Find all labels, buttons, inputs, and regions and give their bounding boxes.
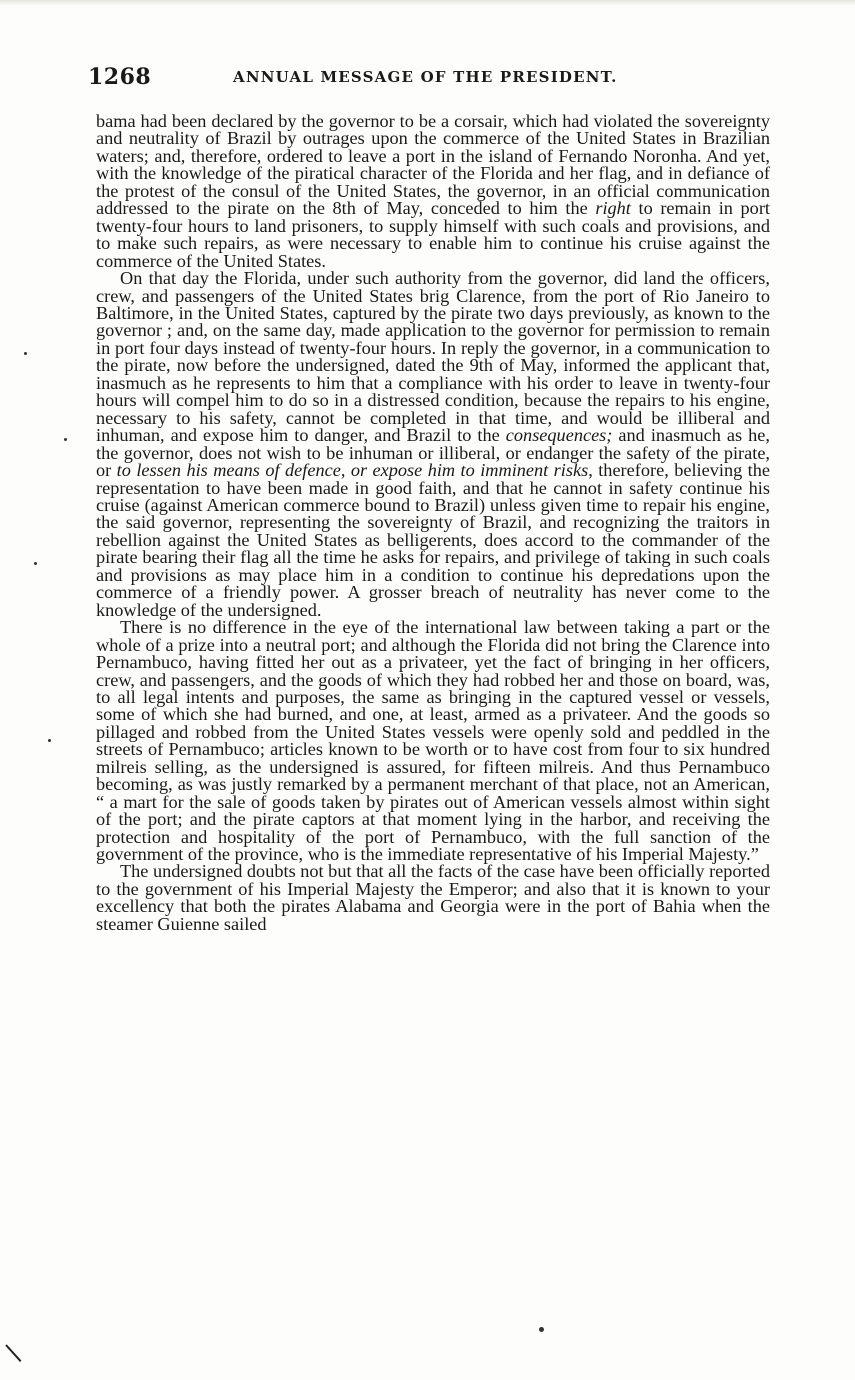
scan-speck: [64, 438, 67, 441]
scan-speck: [48, 739, 51, 742]
page-number: 1268: [88, 64, 152, 90]
scan-speck: [34, 562, 37, 565]
text-segment: The undersigned doubts not but that all the facts of the case have been officially reported to the government of his Imperial Majesty the Emperor; and also that it is known to your excellency that both the pirates Alabama and Georgia were in the port of Bahia when the steamer Guienne sailed: [96, 861, 770, 934]
running-head: ANNUAL MESSAGE OF THE PRESIDENT.: [233, 68, 618, 86]
paragraph: [96, 113, 770, 270]
italic-segment: to lessen his means of defence, or expose him to imminent risks: [116, 460, 589, 481]
paragraph: [96, 619, 770, 863]
scan-mark: [5, 1344, 21, 1362]
text-segment: and inasmuch as he, the governor, does not wish to be inhuman or illiberal, or endanger the safety of the pirate, or: [96, 425, 770, 481]
text-segment: , therefore, believing the representation to have been made in good faith, and that he cannot in safety continue his cruise (against American commerce bound to Brazil) unless given time to repair his engine, the said governor, representing the sovereignty of Brazil, and recognizing the traitors in rebellion against the United States as belligerents, does accord to the commander of the pirate bearing their flag all the time he asks for repairs, and privilege of taking in such coals and provisions as may place him in a condition to continue his depredations upon the commerce of a friendly power. A grosser breach of neutrality has never come to the knowledge of the undersigned.: [96, 460, 770, 620]
page-header: [88, 64, 768, 92]
paragraph: [96, 863, 770, 933]
text-segment: to remain in port twenty-four hours to land prisoners, to supply himself with such coals and provisions, and to make such repairs, as were necessary to enable him to continue his cruise against the commerce of the United States.: [96, 198, 770, 271]
body-text: [96, 113, 770, 933]
text-segment: On that day the Florida, under such authority from the governor, did land the officers, crew, and passengers of the United States brig Clarence, from the port of Rio Janeiro to Baltimore, in the United States, captured by the pirate two days previously, as known to the governor ; and, on the same day, made application to the governor for permission to remain in port four days instead of twenty-four hours. In reply the governor, in a communication to the pirate, now before the undersigned, dated the 9th of May, informed the applicant that, inasmuch as he represents to him that a compliance with his order to leave in twenty-four hours will compel him to do so in a distressed condition, because the repairs to his engine, necessary to his safety, cannot be completed in that time, and would be illiberal and inhuman, and expose him to danger, and Brazil to the: [96, 268, 770, 446]
text-segment: bama had been declared by the governor to be a corsair, which had violated the sovereignty and neutrality of Brazil by outrages upon the commerce of the United States in Brazilian waters; and, therefore, ordered to leave a port in the island of Fernando Noronha. And yet, with the knowledge of the piratical character of the Florida and her flag, and in defiance of the protest of the consul of the United States, the governor, in an official communication addressed to the pirate on the 8th of May, conceded to him the: [96, 111, 770, 219]
scan-speck: [539, 1327, 544, 1332]
scan-edge-shading: [0, 0, 855, 6]
italic-segment: consequences;: [505, 425, 613, 446]
paragraph: [96, 270, 770, 619]
text-segment: There is no difference in the eye of the international law between taking a part or the whole of a prize into a neutral port; and although the Florida did not bring the Clarence into Pernambuco, having fitted her out as a privateer, yet the fact of bringing in her officers, crew, and passengers, and the goods of which they had robbed her and those on board, was, to all legal intents and purposes, the same as bringing in the captured vessel or vessels, some of which she had burned, and one, at least, armed as a privateer. And the goods so pillaged and robbed from the United States vessels were openly sold and peddled in the streets of Pernambuco; articles known to be worth or to have cost from four to six hundred milreis selling, as the undersigned is assured, for fifteen milreis. And thus Pernambuco becoming, as was justly remarked by a permanent merchant of that place, not an American, “ a mart for the sale of goods taken by pirates out of American vessels almost within sight of the port; and the pirate captors at that moment lying in the harbor, and receiving the protection and hospitality of the port of Pernambuco, with the full sanction of the government of the province, who is the immediate representative of his Imperial Majesty.”: [96, 617, 770, 865]
scan-speck: [24, 352, 27, 355]
italic-segment: right: [595, 198, 631, 219]
